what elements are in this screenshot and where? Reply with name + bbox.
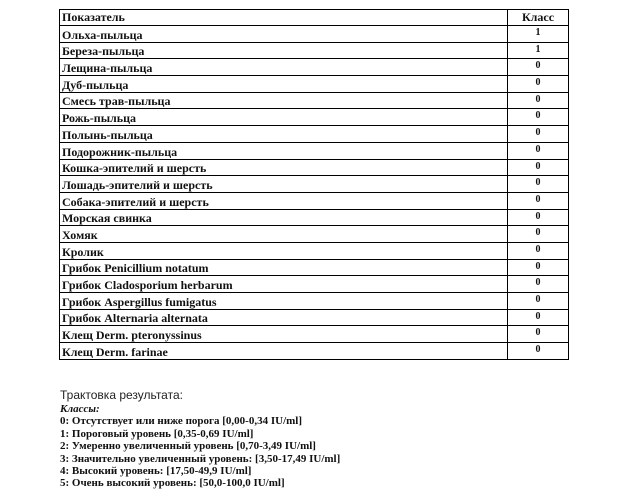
header-class: Класс xyxy=(508,10,569,26)
table-row xyxy=(60,293,569,310)
table-row xyxy=(60,226,569,243)
table-row xyxy=(60,142,569,159)
allergen-name: Грибок Penicillium notatum xyxy=(60,259,508,276)
interpretation-section xyxy=(60,388,580,490)
allergen-class-value: 0 xyxy=(508,176,569,193)
allergen-results-table xyxy=(59,9,569,360)
allergen-name: Лошадь-эпителий и шерсть xyxy=(60,176,508,193)
allergen-name: Грибок Cladosporium herbarum xyxy=(60,276,508,293)
allergen-name: Кошка-эпителий и шерсть xyxy=(60,159,508,176)
allergen-name: Морская свинка xyxy=(60,209,508,226)
allergen-class-value: 0 xyxy=(508,326,569,343)
table-row xyxy=(60,192,569,209)
allergen-class-value: 0 xyxy=(508,76,569,93)
allergen-class-value: 0 xyxy=(508,59,569,76)
table-header-row xyxy=(60,10,569,26)
table-row xyxy=(60,76,569,93)
interpretation-title: Трактовка результата: xyxy=(60,388,183,402)
table-row xyxy=(60,309,569,326)
allergen-name: Лещина-пыльца xyxy=(60,59,508,76)
table-body xyxy=(60,26,569,360)
allergen-name: Полынь-пыльца xyxy=(60,126,508,143)
class-level-line: 4: Высокий уровень: [17,50-49,9 IU/ml] xyxy=(60,465,252,478)
table-row xyxy=(60,343,569,360)
class-level-line: 1: Пороговый уровень [0,35-0,69 IU/ml] xyxy=(60,427,254,440)
allergen-class-value: 0 xyxy=(508,192,569,209)
allergen-class-value: 0 xyxy=(508,259,569,276)
table-row xyxy=(60,92,569,109)
allergen-name: Грибок Aspergillus fumigatus xyxy=(60,293,508,310)
allergen-class-value: 0 xyxy=(508,276,569,293)
allergen-name: Дуб-пыльца xyxy=(60,76,508,93)
classes-heading: Классы: xyxy=(60,403,100,415)
allergen-name: Береза-пыльца xyxy=(60,42,508,59)
allergen-name: Грибок Alternaria alternata xyxy=(60,309,508,326)
allergen-class-value: 0 xyxy=(508,242,569,259)
table-row xyxy=(60,109,569,126)
table-row xyxy=(60,59,569,76)
table-row xyxy=(60,326,569,343)
allergen-name: Хомяк xyxy=(60,226,508,243)
allergen-class-value: 0 xyxy=(508,226,569,243)
allergen-name: Смесь трав-пыльца xyxy=(60,92,508,109)
allergen-name: Ольха-пыльца xyxy=(60,26,508,43)
class-levels-list xyxy=(60,415,580,489)
table-row xyxy=(60,176,569,193)
allergen-class-value: 0 xyxy=(508,159,569,176)
allergen-name: Клещ Derm. pteronyssinus xyxy=(60,326,508,343)
table-row xyxy=(60,259,569,276)
allergen-class-value: 0 xyxy=(508,92,569,109)
header-indicator: Показатель xyxy=(60,10,508,26)
allergen-class-value: 1 xyxy=(508,42,569,59)
table-row xyxy=(60,126,569,143)
allergen-class-value: 0 xyxy=(508,293,569,310)
table-row xyxy=(60,42,569,59)
allergen-class-value: 0 xyxy=(508,343,569,360)
allergen-name: Кролик xyxy=(60,242,508,259)
allergen-class-value: 0 xyxy=(508,109,569,126)
class-level-line: 3: Значительно увеличенный уровень: [3,50-17,49 IU/ml] xyxy=(60,452,341,465)
table-row xyxy=(60,209,569,226)
allergen-name: Подорожник-пыльца xyxy=(60,142,508,159)
table-row xyxy=(60,159,569,176)
table-row xyxy=(60,276,569,293)
allergen-class-value: 0 xyxy=(508,142,569,159)
class-level-line: 2: Умеренно увеличенный уровень [0,70-3,49 IU/ml] xyxy=(60,440,316,453)
allergen-class-value: 1 xyxy=(508,26,569,43)
allergen-name: Клещ Derm. farinae xyxy=(60,343,508,360)
allergen-class-value: 0 xyxy=(508,209,569,226)
allergen-class-value: 0 xyxy=(508,126,569,143)
table-row xyxy=(60,242,569,259)
allergen-class-value: 0 xyxy=(508,309,569,326)
class-level-line: 0: Отсутствует или ниже порога [0,00-0,34 IU/ml] xyxy=(60,415,303,428)
class-level-line: 5: Очень высокий уровень: [50,0-100,0 IU/ml] xyxy=(60,477,285,490)
allergen-name: Рожь-пыльца xyxy=(60,109,508,126)
allergen-name: Собака-эпителий и шерсть xyxy=(60,192,508,209)
table-row xyxy=(60,26,569,43)
